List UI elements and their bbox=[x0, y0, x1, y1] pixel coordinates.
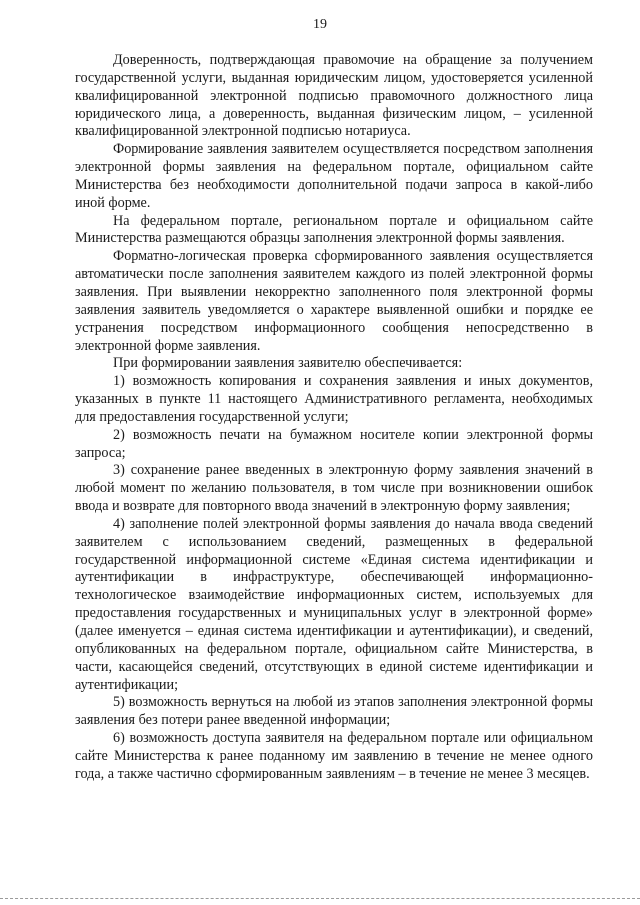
paragraph-application-forming: Формирование заявления заявителем осуществляется посредством заполнения электронной формы заявления на федеральном портале, официальном сайте Министерства без необходимости дополнительной подачи запроса в какой-либо иной форме. bbox=[75, 141, 593, 211]
list-item-1: 1) возможность копирования и сохранения заявления и иных документов, указанных в пункте 11 настоящего Административного регламента, необходимых для предоставления государственной услуги; bbox=[75, 373, 593, 425]
list-item-6: 6) возможность доступа заявителя на федеральном портале или официальном сайте Министерства к ранее поданному им заявлению в течение не менее одного года, а также частично сформированным заявлениям – в течение не менее 3 месяцев. bbox=[75, 730, 593, 782]
page-number: 19 bbox=[313, 17, 327, 32]
paragraph-format-check: Форматно-логическая проверка сформированного заявления осуществляется автоматически после заполнения заявителем каждого из полей электронной формы заявления. При выявлении некорректно заполненного поля электронной формы заявления заявитель уведомляется о характере выявленной ошибки и порядке ее устранения посредством информационного сообщения непосредственно в электронной форме заявления. bbox=[75, 248, 593, 354]
paragraph-list-intro: При формировании заявления заявителю обеспечивается: bbox=[113, 355, 463, 372]
document-body bbox=[75, 52, 593, 784]
list-item-4: 4) заполнение полей электронной формы заявления до начала ввода сведений заявителем с использованием сведений, размещенных в федеральной государственной информационной системе «Единая система идентификации и аутентификации в инфраструктуре, обеспечивающей информационно-технологическое взаимодействие информационных систем, используемых для предоставления государственных и муниципальных услуг в электронной форме» (далее именуется – единая система идентификации и аутентификации), и сведений, опубликованных на федеральном портале, официальном сайте Министерства, в части, касающейся сведений, отсутствующих в единой системе идентификации и аутентификации; bbox=[75, 515, 593, 693]
scan-edge-line bbox=[0, 898, 640, 899]
paragraph-form-samples: На федеральном портале, региональном портале и официальном сайте Министерства размещаются образцы заполнения электронной формы заявления. bbox=[75, 212, 593, 247]
paragraph-power-of-attorney: Доверенность, подтверждающая правомочие на обращение за получением государственной услуги, выданная юридическим лицом, удостоверяется усиленной квалифицированной электронной подписью правомочного должностного лица юридического лица, а доверенность, выданная физическим лицом, – усиленной квалифицированной электронной подписью нотариуса. bbox=[75, 52, 593, 140]
list-item-3: 3) сохранение ранее введенных в электронную форму заявления значений в любой момент по желанию пользователя, в том числе при возникновении ошибок ввода и возврате для повторного ввода значений в электронную форму заявления; bbox=[75, 462, 593, 515]
list-item-5: 5) возможность вернуться на любой из этапов заполнения электронной формы заявления без потери ранее введенной информации; bbox=[75, 694, 593, 729]
list-item-2: 2) возможность печати на бумажном носителе копии электронной формы запроса; bbox=[75, 426, 593, 461]
